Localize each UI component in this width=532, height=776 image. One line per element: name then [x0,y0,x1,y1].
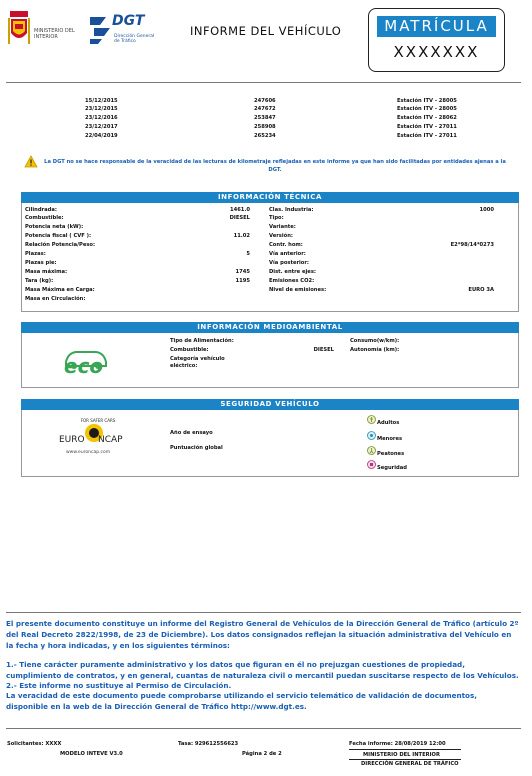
legend-label: Seguridad [377,465,407,471]
inspection-station: Estación ITV - 27011 [397,133,457,139]
child-icon [367,431,376,440]
tech-value: 1461.0 [229,207,250,213]
year-label: Año de ensayo [170,430,213,436]
tech-label: Plazas pie: [25,260,57,266]
env-comb-value: DIESEL [313,347,334,353]
pedestrian-icon [367,446,376,455]
dgt-subtitle: Dirección General de Tráfico [114,34,155,44]
legal-point-1: 1.- Tiene carácter puramente administrativo y los datos que figuran en él no prejuzgan cuestiones de propiedad, cumplimiento de contratos, y en general, cuantas de naturaleza civil o mercantil puedan suscitarse respecto de los Vehículos. [6,660,519,680]
tech-label: Vía anterior: [269,251,306,257]
env-comb-label: Combustible: [170,347,209,353]
inspection-date: 23/12/2017 [85,124,118,130]
tech-label: Tara (kg): [25,278,54,284]
inspection-station: Estación ITV - 28062 [397,115,457,121]
autonomia-label: Autonomía (km): [350,347,400,353]
tech-value: 1195 [235,278,250,284]
tech-value: EURO 3A [468,287,494,293]
tech-value: E2*98/14*0273 [450,242,494,248]
footer-divider [6,728,521,729]
tech-label: Cilindrada: [25,207,57,213]
inspection-station: Estación ITV - 28005 [397,106,457,112]
ministry-footer: MINISTERIO DEL INTERIOR [363,752,440,758]
tech-label: Relación Potencia/Peso: [25,242,96,248]
cat-label: Categoría vehículo eléctrico: [170,356,225,369]
legal-intro: El presente documento constituye un informe del Registro General de Vehículos de la Dirección General de Tráfico (artículo 2º del Real Decreto 2822/1998, de 23 de Diciembre). Los datos consignados reflejan la situación administrativa del Vehículo en la fecha y hora indicadas, y en los siguientes términos: [6,619,519,650]
model-version: MODELO INTEVE V3.0 [60,751,123,757]
inspection-date: 22/04/2019 [85,133,118,139]
notes-divider [6,612,521,613]
report-date: Fecha informe: 28/08/2019 12:00 [349,741,446,747]
tech-value: DIESEL [229,215,250,221]
tech-label: Contr. hom: [269,242,303,248]
plate-box [368,8,505,72]
inspection-km: 247672 [254,106,276,112]
tech-value: 1000 [479,207,494,213]
inspection-date: 23/12/2016 [85,115,118,121]
tech-label: Masa máxima: [25,269,68,275]
plate-number: XXXXXXX [393,43,480,61]
tech-label: Clas. Industria: [269,207,314,213]
tech-label: Tipo: [269,215,284,221]
tech-label: Variante: [269,224,296,230]
report-title: INFORME DEL VEHÍCULO [190,24,342,38]
inspection-km: 247606 [254,98,276,104]
legal-point-2: 2.- Este informe no sustituye al Permiso de Circulación. [6,681,232,690]
safety-section-title: SEGURIDAD VEHÍCULO [21,399,519,410]
legend-label: Peatones [377,451,405,457]
legend-label: Adultos [377,420,400,426]
page-number: Página 2 de 2 [242,751,282,757]
tech-label: Combustible: [25,215,64,221]
safety-assist-icon [367,460,376,469]
euroncap-logo [58,418,128,460]
tech-value: 1745 [235,269,250,275]
tech-label: Potencia neta (kW): [25,224,84,230]
tech-label: Dist. entre ejes: [269,269,316,275]
applicant: Solicitantes: XXXX [7,741,62,747]
legend-label: Menores [377,436,403,442]
tech-label: Plazas: [25,251,46,257]
warning-triangle-icon [24,155,38,168]
score-label: Puntuación global [170,445,223,451]
env-section-title: INFORMACIÓN MEDIOAMBIENTAL [21,322,519,333]
tech-label: Nivel de emisiones: [269,287,327,293]
dgt-name: DGT [112,13,145,29]
signature-line [349,749,461,750]
dgt-mark-icon [88,15,112,45]
ncap-right-text: NCAP [98,435,123,445]
adult-icon [367,415,376,424]
tech-label: Masa en Circulación: [25,296,86,302]
inspection-date: 23/12/2015 [85,106,118,112]
directorate-footer: DIRECCIÓN GENERAL DE TRÁFICO [361,761,459,767]
legal-verification: La veracidad de este documento puede comprobarse utilizando el servicio telemático de validación de documentos, disponible en la web de la Dirección General de Tráfico http://www.dgt.es. [6,691,477,711]
ministry-logo [8,11,82,53]
inspection-km: 253847 [254,115,276,121]
eco-badge [60,342,112,382]
tech-label: Masa Máxima en Carga: [25,287,95,293]
eco-label: eco [64,354,104,378]
tech-label: Vía posterior: [269,260,309,266]
ministry-name: MINISTERIO DEL INTERIOR [34,28,75,40]
tech-label: Potencia fiscal ( CVF ): [25,233,92,239]
header-divider [6,82,521,83]
tech-section-title: INFORMACIÓN TÉCNICA [21,192,519,203]
ncap-top-text: FOR SAFER CARS [80,418,116,423]
km-disclaimer: La DGT no se hace responsable de la veracidad de las lecturas de kilometraje reflejadas en este informe ya que han sido facilitadas por entidades ajenas a la DGT. [44,159,506,173]
consumo-label: Consumo(w/km): [350,338,400,344]
alim-label: Tipo de Alimentación: [170,338,234,344]
tech-label: Emisiones CO2: [269,278,315,284]
plate-label: MATRÍCULA [377,16,496,37]
coat-of-arms-icon [8,11,30,51]
inspection-station: Estación ITV - 27011 [397,124,457,130]
inspection-date: 15/12/2015 [85,98,118,104]
tech-label: Versión: [269,233,294,239]
ncap-left-text: EURO [59,435,85,445]
fee: Tasa: 929612556623 [178,741,239,747]
dgt-logo [86,13,156,53]
ncap-url: www.euroncap.com [66,450,111,455]
tech-value: 11.02 [233,233,250,239]
inspection-station: Estación ITV - 28005 [397,98,457,104]
signature-line [349,759,461,760]
inspection-km: 265234 [254,133,276,139]
tech-value: 5 [246,251,250,257]
inspection-km: 258908 [254,124,276,130]
